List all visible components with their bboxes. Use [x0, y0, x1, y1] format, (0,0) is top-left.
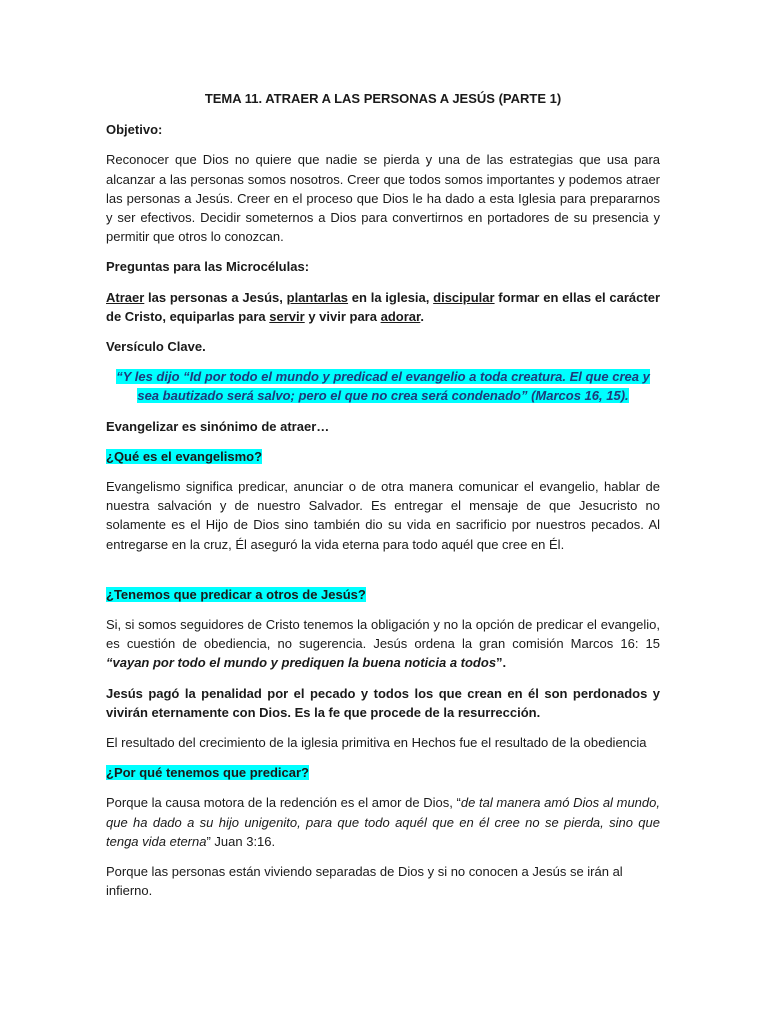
q2-heading-text: ¿Tenemos que predicar a otros de Jesús?	[106, 586, 366, 602]
q3-text-end: ” Juan 3:16.	[206, 833, 276, 849]
q3-text-2: Porque las personas están viviendo separadas de Dios y si no conocen a Jesús se irán al infierno.	[106, 864, 623, 899]
preguntas-part: en la iglesia,	[348, 289, 434, 305]
versiculo-quote	[106, 367, 660, 405]
q3-text	[106, 793, 660, 851]
evangelizar-heading: Evangelizar es sinónimo de atraer…	[106, 418, 330, 434]
q2-result-text: El resultado del crecimiento de la iglesia primitiva en Hechos fue el resultado de la obediencia	[106, 735, 647, 751]
objetivo-text: Reconocer que Dios no quiere que nadie se pierda y una de las estrategias que usa para alcanzar a las personas somos nosotros. Creer que todos somos importantes y podemos atraer las personas a Jesús. Creer en el proceso que Dios le ha dado a esta Iglesia para prepararnos y ser efectivos. Decidir someternos a Dios para convertirnos en portadores de su presencia y permitir que otros lo conozcan.	[106, 152, 660, 245]
q2-bold-text: Jesús pagó la penalidad por el pecado y todos los que crean en él son perdonados y vivirán eternamente con Dios. Es la fe que procede de la resurrección.	[106, 685, 660, 720]
versiculo-heading: Versículo Clave.	[106, 339, 206, 355]
q2-text	[106, 615, 660, 673]
q2-quote: “vayan por todo el mundo y prediquen la buena noticia a todos	[106, 655, 497, 671]
q2-text-part: Si, si somos seguidores de Cristo tenemos la obligación y no la opción de predicar el evangelio, es cuestión de obediencia, no sugerencia. Jesús ordena la gran comisión Marcos 16: 15	[106, 617, 660, 652]
q3-heading	[106, 763, 660, 782]
q1-heading	[106, 447, 660, 466]
preguntas-text	[106, 288, 660, 326]
word-discipular: discipular	[433, 289, 495, 305]
word-adorar: adorar	[380, 308, 421, 324]
objetivo-heading: Objetivo:	[106, 122, 163, 138]
q1-text: Evangelismo significa predicar, anunciar o de otra manera comunicar el evangelio, hablar de nuestra salvación y de nuestro Salvador. Es entregar el mensaje de que Jesucristo no solamente es el Hijo de Dios sino también dio su vida en sacrificio por nuestros pecados. Al entregarse en la cruz, Él aseguró la vida eterna para todo aquél que cree en Él.	[106, 479, 660, 552]
versiculo-text: “Y les dijo “Id por todo el mundo y predicad el evangelio a toda creatura. El que crea y sea bautizado será salvo; pero el que no crea será condenado” (Marcos 16, 15).	[116, 369, 650, 404]
q2-heading	[106, 585, 660, 604]
q3-text-part: Porque la causa motora de la redención es el amor de Dios, “	[106, 795, 461, 811]
q3-quote: de tal manera amó Dios al mundo, que ha dado a su hijo unigenito, para que todo aquél que en él cree no se pierda, sino que tenga vida eterna	[106, 795, 660, 849]
preguntas-part: formar en ellas el carácter de Cristo, equiparlas para	[106, 289, 661, 324]
preguntas-part: .	[420, 308, 424, 324]
q3-heading-text: ¿Por qué tenemos que predicar?	[106, 765, 309, 781]
word-servir: servir	[269, 308, 305, 324]
spacer	[106, 565, 660, 585]
word-atraer: Atraer	[106, 289, 145, 305]
preguntas-part: y vivir para	[304, 308, 381, 324]
preguntas-heading: Preguntas para las Microcélulas:	[106, 259, 310, 275]
preguntas-part: las personas a Jesús,	[144, 289, 287, 305]
q2-quote-end: ”.	[496, 655, 507, 671]
document-title: TEMA 11. ATRAER A LAS PERSONAS A JESÚS (PARTE 1)	[204, 91, 562, 106]
word-plantarlas: plantarlas	[286, 289, 349, 305]
q1-heading-text: ¿Qué es el evangelismo?	[106, 448, 263, 464]
